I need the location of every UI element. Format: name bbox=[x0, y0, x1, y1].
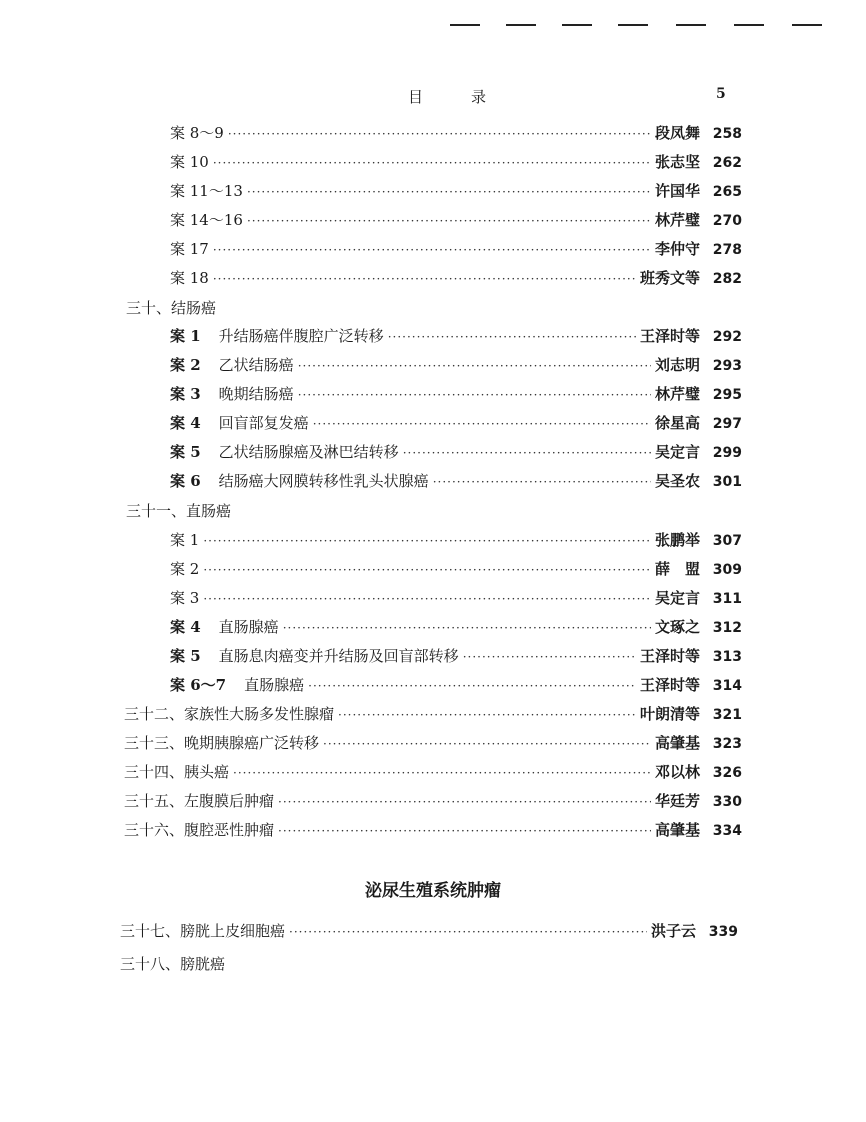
toc-entry[interactable] bbox=[170, 616, 742, 642]
entry-page: 278 bbox=[712, 242, 742, 258]
toc-entry[interactable] bbox=[170, 354, 742, 380]
entry-page: 282 bbox=[712, 271, 742, 287]
toc-entry[interactable] bbox=[170, 151, 742, 177]
entry-case: 案 5 bbox=[170, 647, 201, 665]
entry-page: 307 bbox=[712, 533, 742, 549]
entry-case: 案 4 bbox=[170, 618, 201, 636]
leader-dots bbox=[403, 446, 651, 460]
toc-entry[interactable] bbox=[170, 383, 742, 409]
entry-page: 339 bbox=[708, 924, 738, 940]
entry-page: 297 bbox=[712, 416, 742, 432]
toc-entry[interactable] bbox=[170, 238, 742, 264]
leader-dots bbox=[203, 563, 651, 577]
leader-dots bbox=[308, 679, 636, 693]
entry-author: 吴定言 bbox=[654, 443, 700, 461]
leader-dots bbox=[213, 156, 651, 170]
entry-case: 案 3 bbox=[170, 385, 201, 403]
toc-entry[interactable] bbox=[124, 790, 742, 816]
entry-label: 三十七、膀胱上皮细胞癌 bbox=[120, 922, 286, 940]
leader-dots bbox=[228, 127, 651, 141]
leader-dots bbox=[298, 359, 651, 373]
header-title: 目录 bbox=[408, 88, 535, 106]
entry-page: 295 bbox=[712, 387, 742, 403]
entry-author: 许国华 bbox=[654, 182, 700, 200]
toc-entry[interactable] bbox=[170, 558, 742, 584]
toc-entry[interactable] bbox=[170, 122, 742, 148]
top-dash-rule bbox=[450, 20, 820, 30]
toc-entry[interactable] bbox=[170, 267, 742, 293]
toc-entry[interactable] bbox=[170, 441, 742, 467]
entry-page: 301 bbox=[712, 474, 742, 490]
toc-entry[interactable] bbox=[170, 412, 742, 438]
toc-entry[interactable] bbox=[170, 645, 742, 671]
entry-author: 华廷芳 bbox=[654, 792, 700, 810]
section-heading-31[interactable]: 三十一、直肠癌 bbox=[126, 502, 232, 520]
entry-label: 三十四、胰头癌 bbox=[124, 763, 230, 781]
toc-entry[interactable] bbox=[124, 732, 742, 758]
entry-title: 乙状结肠腺癌及淋巴结转移 bbox=[218, 443, 399, 461]
entry-title: 升结肠癌伴腹腔广泛转移 bbox=[218, 327, 384, 345]
entry-author: 洪子云 bbox=[650, 922, 696, 940]
leader-dots bbox=[388, 330, 636, 344]
entry-case: 案 1 bbox=[170, 327, 201, 345]
leader-dots bbox=[323, 737, 651, 751]
entry-author: 段凤舞 bbox=[654, 124, 700, 142]
entry-author: 张鹏举 bbox=[654, 531, 700, 549]
entry-page: 293 bbox=[712, 358, 742, 374]
group-title: 泌尿生殖系统肿瘤 bbox=[365, 881, 501, 901]
leader-dots bbox=[463, 650, 636, 664]
entry-author: 徐星高 bbox=[654, 414, 700, 432]
entry-label: 三十三、晚期胰腺癌广泛转移 bbox=[124, 734, 320, 752]
entry-label: 案 10 bbox=[170, 153, 209, 171]
entry-author: 张志坚 bbox=[654, 153, 700, 171]
entry-page: 326 bbox=[712, 765, 742, 781]
entry-page: 262 bbox=[712, 155, 742, 171]
leader-dots bbox=[298, 388, 651, 402]
leader-dots bbox=[233, 766, 651, 780]
entry-page: 292 bbox=[712, 329, 742, 345]
leader-dots bbox=[213, 272, 636, 286]
entry-title: 回盲部复发癌 bbox=[218, 414, 309, 432]
entry-label: 案 14～16 bbox=[170, 211, 243, 229]
leader-dots bbox=[278, 795, 651, 809]
entry-case: 案 5 bbox=[170, 443, 201, 461]
toc-entry[interactable] bbox=[124, 761, 742, 787]
header-page-number: 5 bbox=[716, 86, 726, 102]
entry-page: 323 bbox=[712, 736, 742, 752]
entry-case: 案 6～7 bbox=[170, 676, 227, 694]
entry-author: 邓以林 bbox=[654, 763, 700, 781]
entry-author: 文琢之 bbox=[654, 618, 700, 636]
section-heading-30[interactable]: 三十、结肠癌 bbox=[126, 299, 217, 317]
entry-label: 案 2 bbox=[170, 560, 200, 578]
entry-label: 案 3 bbox=[170, 589, 200, 607]
entry-page: 270 bbox=[712, 213, 742, 229]
entry-case: 案 6 bbox=[170, 472, 201, 490]
toc-entry[interactable] bbox=[170, 674, 742, 700]
entry-label: 三十二、家族性大肠多发性腺瘤 bbox=[124, 705, 335, 723]
entry-title: 直肠腺癌 bbox=[218, 618, 279, 636]
entry-author: 王泽时等 bbox=[639, 327, 700, 345]
entry-title: 晚期结肠癌 bbox=[218, 385, 294, 403]
leader-dots bbox=[338, 708, 636, 722]
leader-dots bbox=[203, 592, 651, 606]
leader-dots bbox=[289, 925, 647, 939]
entry-title: 直肠腺癌 bbox=[244, 676, 305, 694]
leader-dots bbox=[283, 621, 651, 635]
entry-case: 案 4 bbox=[170, 414, 201, 432]
entry-page: 299 bbox=[712, 445, 742, 461]
toc-entry[interactable] bbox=[170, 529, 742, 555]
entry-page: 309 bbox=[712, 562, 742, 578]
entry-label: 案 1 bbox=[170, 531, 200, 549]
toc-entry[interactable] bbox=[124, 819, 742, 845]
entry-author: 班秀文等 bbox=[639, 269, 700, 287]
entry-page: 334 bbox=[712, 823, 742, 839]
entry-author: 林芹璧 bbox=[654, 385, 700, 403]
leader-dots bbox=[313, 417, 651, 431]
entry-label: 案 18 bbox=[170, 269, 209, 287]
leader-dots bbox=[247, 185, 651, 199]
toc-entry[interactable] bbox=[170, 180, 742, 206]
entry-label: 案 17 bbox=[170, 240, 209, 258]
entry-case: 案 2 bbox=[170, 356, 201, 374]
entry-author: 李仲守 bbox=[654, 240, 700, 258]
entry-author: 王泽时等 bbox=[639, 647, 700, 665]
entry-label: 案 8～9 bbox=[170, 124, 224, 142]
entry-page: 311 bbox=[712, 591, 742, 607]
entry-page: 330 bbox=[712, 794, 742, 810]
entry-author: 吴圣农 bbox=[654, 472, 700, 490]
entry-label: 三十六、腹腔恶性肿瘤 bbox=[124, 821, 275, 839]
entry-author: 王泽时等 bbox=[639, 676, 700, 694]
entry-page: 265 bbox=[712, 184, 742, 200]
entry-page: 312 bbox=[712, 620, 742, 636]
entry-label: 案 11～13 bbox=[170, 182, 243, 200]
leader-dots bbox=[203, 534, 651, 548]
entry-author: 刘志明 bbox=[654, 356, 700, 374]
entry-page: 321 bbox=[712, 707, 742, 723]
entry-author: 林芹璧 bbox=[654, 211, 700, 229]
toc-entry[interactable] bbox=[120, 920, 738, 946]
toc-entry[interactable] bbox=[170, 470, 742, 496]
entry-page: 314 bbox=[712, 678, 742, 694]
leader-dots bbox=[433, 475, 651, 489]
page-header bbox=[0, 86, 866, 110]
entry-author: 高肇基 bbox=[654, 821, 700, 839]
entry-author: 叶朗清等 bbox=[639, 705, 700, 723]
toc-entry[interactable] bbox=[170, 587, 742, 613]
leader-dots bbox=[278, 824, 651, 838]
leader-dots bbox=[213, 243, 651, 257]
entry-title: 直肠息肉癌变并升结肠及回盲部转移 bbox=[218, 647, 459, 665]
entry-page: 313 bbox=[712, 649, 742, 665]
entry-label: 三十五、左腹膜后肿瘤 bbox=[124, 792, 275, 810]
entry-author: 高肇基 bbox=[654, 734, 700, 752]
entry-author: 吴定言 bbox=[654, 589, 700, 607]
entry-page: 258 bbox=[712, 126, 742, 142]
toc-entry[interactable] bbox=[124, 703, 742, 729]
section-heading-38[interactable]: 三十八、膀胱癌 bbox=[120, 955, 226, 973]
entry-title: 结肠癌大网膜转移性乳头状腺癌 bbox=[218, 472, 429, 490]
toc-entry[interactable] bbox=[170, 325, 742, 351]
toc-entry[interactable] bbox=[170, 209, 742, 235]
entry-title: 乙状结肠癌 bbox=[218, 356, 294, 374]
entry-author: 薛 盟 bbox=[654, 560, 700, 578]
leader-dots bbox=[247, 214, 651, 228]
